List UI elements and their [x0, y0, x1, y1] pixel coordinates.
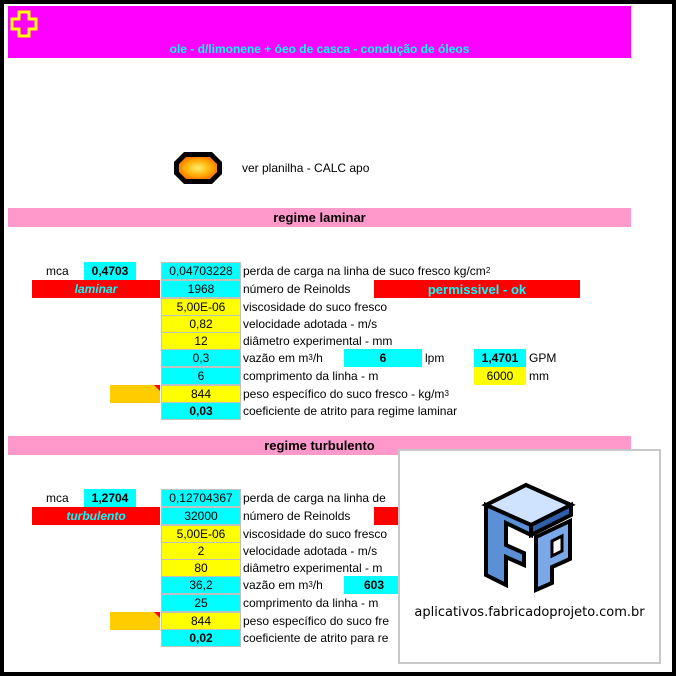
laminar-flow-value[interactable]: 0,3 [161, 349, 241, 367]
header-band [8, 6, 631, 58]
turbulent-reynolds-label: número de Reinolds [243, 509, 351, 523]
turbulent-loss-label: perda de carga na linha de [243, 491, 386, 505]
turbulent-lpm-value[interactable]: 603 [344, 576, 404, 594]
turbulent-weight-marker [110, 612, 160, 630]
spreadsheet-page [4, 4, 672, 672]
laminar-loss-value[interactable]: 0,04703228 [161, 262, 241, 280]
laminar-gpm-value[interactable]: 1,4701 [474, 349, 526, 367]
laminar-friction-label: coeficiente de atrito para regime laminar [243, 404, 458, 418]
laminar-length-mm-label: mm [529, 369, 549, 383]
turbulent-weight-value[interactable]: 844 [161, 612, 241, 630]
watermark-text: aplicativos.fabricadoprojeto.com.br [414, 605, 645, 620]
section-turbulent: regime turbulento [8, 436, 631, 455]
calc-link-button[interactable] [172, 150, 224, 186]
laminar-status-badge: permissivel - ok [374, 280, 580, 298]
laminar-weight-text: peso específico do suco fresco - kg/m [243, 387, 445, 401]
turbulent-viscosity-value[interactable]: 5,00E-06 [161, 525, 241, 543]
calc-link-label[interactable]: ver planilha - CALC apo [242, 161, 370, 175]
laminar-weight-value[interactable]: 844 [161, 385, 241, 403]
turbulent-weight-label: peso específico do suco fre [243, 614, 390, 628]
turbulent-velocity-label: velocidade adotada - m/s [243, 544, 378, 558]
laminar-reynolds-label: número de Reinolds [243, 282, 351, 296]
laminar-lpm-value[interactable]: 6 [344, 349, 422, 367]
turbulent-flow-value[interactable]: 36,2 [161, 576, 241, 594]
laminar-mca-value[interactable]: 0,4703 [84, 262, 136, 280]
laminar-regime-badge: laminar [32, 280, 160, 298]
laminar-length-value[interactable]: 6 [161, 367, 241, 385]
laminar-diameter-label: diâmetro experimental - mm [243, 334, 393, 348]
turbulent-friction-label: coeficiente de atrito para re [243, 631, 389, 645]
laminar-flow-text: vazão em m [243, 351, 309, 365]
turbulent-loss-value[interactable]: 0,12704367 [161, 489, 241, 507]
laminar-viscosity-label: viscosidade do suco fresco [243, 300, 388, 314]
laminar-friction-value[interactable]: 0,03 [161, 402, 241, 420]
laminar-viscosity-value[interactable]: 5,00E-06 [161, 298, 241, 316]
laminar-reynolds-value[interactable]: 1968 [161, 280, 241, 298]
laminar-length-mm-value[interactable]: 6000 [474, 367, 526, 385]
comment-indicator-icon [154, 612, 160, 618]
turbulent-length-value[interactable]: 25 [161, 594, 241, 612]
plus-icon [10, 10, 38, 38]
laminar-flow-label: vazão em m 3 /h [243, 351, 323, 365]
laminar-mca-label: mca [46, 264, 69, 278]
laminar-flow-unit: /h [312, 351, 323, 365]
turbulent-velocity-value[interactable]: 2 [161, 542, 241, 560]
turbulent-length-label: comprimento da linha - m [243, 596, 379, 610]
octagon-button-icon [172, 150, 224, 186]
turbulent-viscosity-label: viscosidade do suco fresco [243, 527, 388, 541]
laminar-weight-label: peso específico do suco fresco - kg/m 3 [243, 387, 449, 401]
turbulent-flow-label: vazão em m 3 /h [243, 578, 323, 592]
page-title: ole - d/limonene + óeo de casca - condução de óleos [169, 42, 470, 56]
laminar-loss-label: perda de carga na linha de suco fresco kg/cm 2 [243, 264, 491, 278]
laminar-velocity-value[interactable]: 0,82 [161, 315, 241, 333]
watermark-panel [398, 449, 661, 664]
laminar-velocity-label: velocidade adotada - m/s [243, 317, 378, 331]
turbulent-reynolds-value[interactable]: 32000 [161, 507, 241, 525]
laminar-weight-marker [110, 385, 160, 403]
comment-indicator-icon [154, 385, 160, 391]
turbulent-regime-badge: turbulento [32, 507, 160, 525]
turbulent-mca-value[interactable]: 1,2704 [84, 489, 136, 507]
laminar-loss-text: perda de carga na linha de suco fresco kg/cm [243, 264, 486, 278]
laminar-length-label: comprimento da linha - m [243, 369, 379, 383]
laminar-gpm-label: GPM [529, 351, 557, 365]
turbulent-diameter-label: diâmetro experimental - m [243, 561, 383, 575]
turbulent-flow-unit: /h [312, 578, 323, 592]
laminar-diameter-value[interactable]: 12 [161, 332, 241, 350]
turbulent-friction-value[interactable]: 0,02 [161, 629, 241, 647]
section-laminar: regime laminar [8, 208, 631, 227]
turbulent-flow-text: vazão em m [243, 578, 309, 592]
fp-logo-icon [466, 475, 586, 595]
laminar-lpm-label: lpm [425, 351, 445, 365]
turbulent-mca-label: mca [46, 491, 69, 505]
turbulent-diameter-value[interactable]: 80 [161, 559, 241, 577]
